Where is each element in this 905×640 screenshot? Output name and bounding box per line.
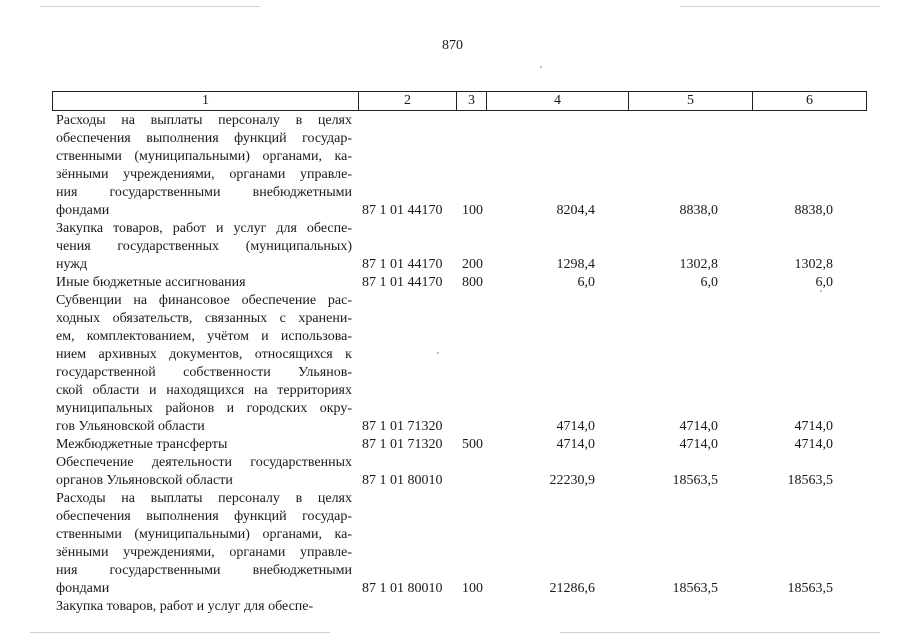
amount-col-4: 22230,9: [549, 473, 595, 488]
description-line: зёнными учреждениями, органами управле-: [56, 545, 352, 560]
description-line: фондами: [56, 581, 110, 596]
description-line: чения государственных (муниципальных): [56, 239, 352, 254]
column-header-2: 2: [359, 92, 457, 111]
target-article-code: 87 1 01 71320: [362, 419, 443, 434]
table-row: [0, 112, 905, 220]
amount-col-5: 18563,5: [672, 473, 718, 488]
description-line: ходных обязательств, связанных с хранени-: [56, 311, 352, 326]
column-header-4: 4: [487, 92, 629, 111]
scan-artifact-bottom-right: [560, 632, 880, 633]
description-line: нием архивных документов, относящихся к: [56, 347, 352, 362]
target-article-code: 87 1 01 71320: [362, 437, 443, 452]
description-line: органов Ульяновской области: [56, 473, 233, 488]
table-row: [0, 454, 905, 490]
expense-type-code: 100: [462, 203, 483, 218]
description-line: нужд: [56, 257, 88, 272]
expense-type-code: 200: [462, 257, 483, 272]
description-line: Субвенции на финансовое обеспечение рас-: [56, 293, 352, 308]
column-header-row: [52, 91, 867, 111]
row-description: [56, 436, 352, 454]
description-line: ем, комплектованием, учётом и использова-: [56, 329, 352, 344]
amount-col-6: 1302,8: [794, 257, 833, 272]
expense-type-code: 500: [462, 437, 483, 452]
row-description: [56, 490, 352, 598]
table-row: [0, 490, 905, 598]
page-number: 870: [442, 38, 463, 53]
description-line: ния государственными внебюджетными: [56, 185, 352, 200]
description-line: зёнными учреждениями, органами управле-: [56, 167, 352, 182]
amount-col-4: 4714,0: [556, 419, 595, 434]
description-line: Закупка товаров, работ и услуг для обеспе-: [56, 221, 352, 236]
description-line: ской области и находящихся на территориях: [56, 383, 352, 398]
description-line: ственными (муниципальными) органами, ка-: [56, 527, 352, 542]
description-line: обеспечения выполнения функций государ-: [56, 509, 352, 524]
description-line: Обеспечение деятельности государственных: [56, 455, 352, 470]
amount-col-6: 8838,0: [794, 203, 833, 218]
amount-col-6: 4714,0: [794, 437, 833, 452]
target-article-code: 87 1 01 44170: [362, 275, 443, 290]
target-article-code: 87 1 01 80010: [362, 473, 443, 488]
expense-type-code: 100: [462, 581, 483, 596]
budget-table-body: [0, 112, 905, 616]
description-line: Межбюджетные трансферты: [56, 437, 228, 452]
row-description: [56, 292, 352, 436]
amount-col-5: 1302,8: [679, 257, 718, 272]
amount-col-6: 4714,0: [794, 419, 833, 434]
amount-col-6: 18563,5: [787, 473, 833, 488]
amount-col-6: 18563,5: [787, 581, 833, 596]
description-line: обеспечения выполнения функций государ-: [56, 131, 352, 146]
description-line: Иные бюджетные ассигнования: [56, 275, 246, 290]
description-line: Расходы на выплаты персоналу в целях: [56, 491, 352, 506]
table-row: [0, 292, 905, 436]
amount-col-4: 4714,0: [556, 437, 595, 452]
row-description: [56, 598, 352, 616]
scan-artifact-top-right: [680, 6, 880, 7]
table-row: [0, 220, 905, 274]
row-description: [56, 220, 352, 274]
description-line: ственными (муниципальными) органами, ка-: [56, 149, 352, 164]
column-header-1: 1: [53, 92, 359, 111]
amount-col-4: 1298,4: [556, 257, 595, 272]
amount-col-5: 4714,0: [679, 437, 718, 452]
description-line: государственной собственности Ульянов-: [56, 365, 352, 380]
amount-col-6: 6,0: [815, 275, 833, 290]
amount-col-4: 6,0: [577, 275, 595, 290]
scan-speck: [540, 66, 542, 68]
description-line: муниципальных районов и городских окру-: [56, 401, 352, 416]
target-article-code: 87 1 01 44170: [362, 203, 443, 218]
column-header-3: 3: [457, 92, 487, 111]
amount-col-5: 18563,5: [672, 581, 718, 596]
scan-artifact-top-left: [40, 6, 260, 7]
target-article-code: 87 1 01 80010: [362, 581, 443, 596]
target-article-code: 87 1 01 44170: [362, 257, 443, 272]
row-description: [56, 112, 352, 220]
row-description: [56, 454, 352, 490]
amount-col-5: 8838,0: [679, 203, 718, 218]
table-row: [0, 436, 905, 454]
table-row: [0, 274, 905, 292]
expense-type-code: 800: [462, 275, 483, 290]
column-header-6: 6: [753, 92, 867, 111]
amount-col-4: 21286,6: [549, 581, 595, 596]
description-line: Расходы на выплаты персоналу в целях: [56, 113, 352, 128]
row-description: [56, 274, 352, 292]
table-row: [0, 598, 905, 616]
amount-col-5: 6,0: [700, 275, 718, 290]
amount-col-5: 4714,0: [679, 419, 718, 434]
description-line: фондами: [56, 203, 110, 218]
amount-col-4: 8204,4: [556, 203, 595, 218]
description-line: гов Ульяновской области: [56, 419, 205, 434]
description-line: ния государственными внебюджетными: [56, 563, 352, 578]
column-header-5: 5: [629, 92, 753, 111]
scan-artifact-bottom-left: [30, 632, 330, 633]
description-line: Закупка товаров, работ и услуг для обеспе-: [56, 599, 314, 614]
